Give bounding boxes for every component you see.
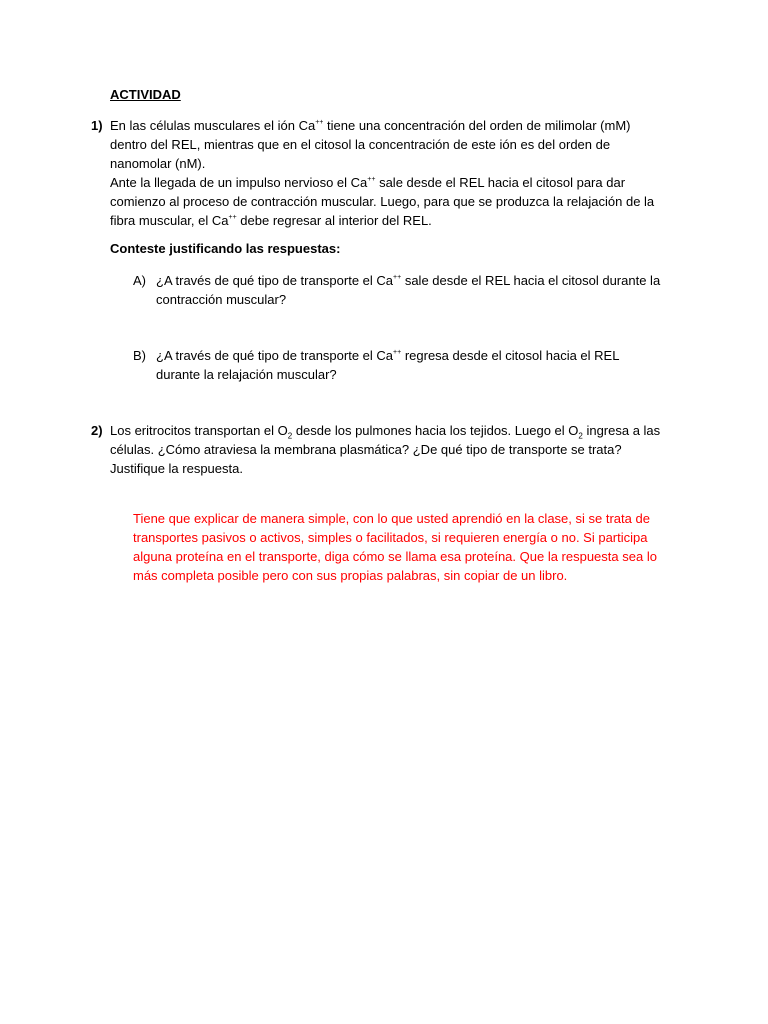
- sub-question-body: [156, 271, 663, 309]
- question-body: [110, 116, 661, 230]
- question-2: [91, 421, 661, 478]
- page-title: ACTIVIDAD: [110, 87, 181, 102]
- text-run: ingresa a las células. ¿Cómo atraviesa la membrana plasmática? ¿De qué tipo de transporte se trata? Justifique la respuesta.: [110, 423, 661, 476]
- molecule-subscript: 2: [578, 431, 583, 441]
- question-paragraph: [110, 173, 661, 230]
- text-run: Los eritrocitos transportan el O: [110, 423, 288, 438]
- question-number: 1): [91, 118, 103, 133]
- teacher-note: Tiene que explicar de manera simple, con lo que usted aprendió en la clase, si se trata de transportes pasivos o activos, simples o facilitados, si requieren energía o no. Si participa alguna proteína en el transporte, diga cómo se llama esa proteína. Que la respuesta sea lo más completa posible pero con sus propias palabras, sin copiar de un libro.: [133, 511, 657, 583]
- text-run: sale desde el REL hacia el citosol para dar comienzo al proceso de contracción muscular. Luego, para que se produzca la relajación de la fibra muscular, el Ca: [110, 175, 655, 228]
- sub-question-body: [156, 346, 663, 384]
- ion-charge: ++: [315, 118, 324, 126]
- sub-question-letter: A): [133, 273, 146, 288]
- text-run: desde los pulmones hacia los tejidos. Luego el O: [292, 423, 579, 438]
- ion-charge: ++: [228, 213, 237, 221]
- sub-question-letter: B): [133, 348, 146, 363]
- text-run: tiene una concentración del orden de milimolar (mM) dentro del REL, mientras que en el citosol la concentración de este ión es del orden de nanomolar (nM).: [110, 118, 631, 171]
- question-paragraph: [110, 116, 661, 173]
- ion-charge: ++: [393, 348, 402, 356]
- text-run: En las células musculares el ión Ca: [110, 118, 316, 133]
- question-body: [110, 421, 661, 478]
- text-run: Ante la llegada de un impulso nervioso el Ca: [110, 175, 368, 190]
- sub-question-a: [133, 271, 663, 309]
- text-run: debe regresar al interior del REL.: [236, 213, 432, 228]
- text-run: regresa desde el citosol hacia el REL durante la relajación muscular?: [156, 348, 619, 382]
- ion-charge: ++: [367, 175, 376, 183]
- molecule-subscript: 2: [287, 431, 293, 441]
- text-run: sale desde el REL hacia el citosol durante la contracción muscular?: [156, 273, 661, 307]
- instruction-heading: Conteste justificando las respuestas:: [110, 241, 341, 256]
- question-number: 2): [91, 423, 103, 438]
- sub-question-b: [133, 346, 663, 384]
- text-run: ¿A través de qué tipo de transporte el Ca: [156, 273, 394, 288]
- ion-charge: ++: [393, 273, 402, 281]
- question-1: [91, 116, 661, 230]
- text-run: ¿A través de qué tipo de transporte el Ca: [156, 348, 394, 363]
